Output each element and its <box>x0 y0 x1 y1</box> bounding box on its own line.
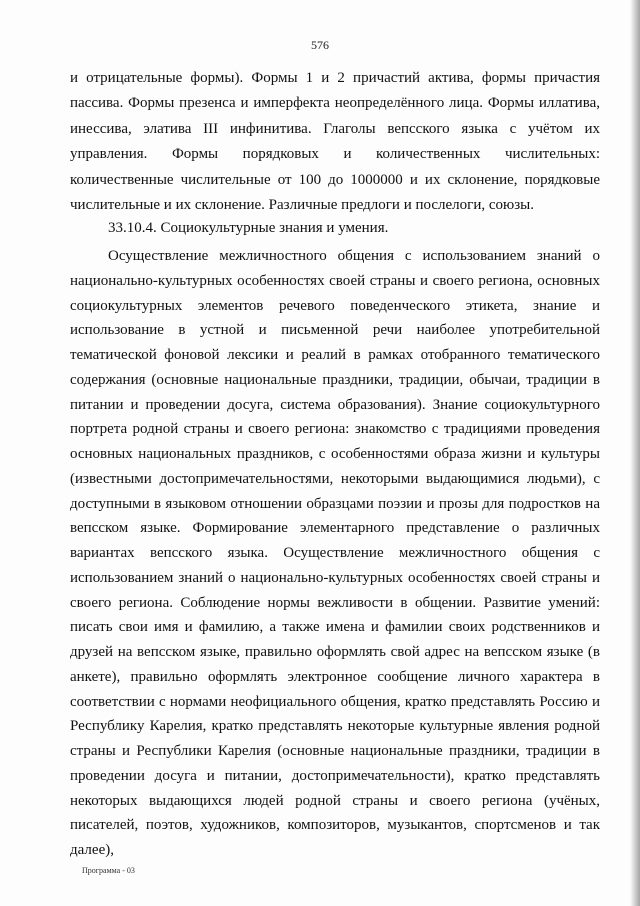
paragraph-text: и отрицательные формы). Формы 1 и 2 причастий актива, формы причастия пассива. Формы презенса и имперфекта неопределённого лица. Формы иллатива, инессива, элатива III инфинитива. Глаголы вепсского языка с учётом их управления. Формы порядковых и количественных числительных: количественные числительные от 100 до 1000000 и их склонение, порядковые числительные и их склонение. Различные предлоги и послелоги, союзы. <box>70 70 600 214</box>
paragraph-text: Осуществление межличностного общения с использованием знаний о национально-культурных особенностях своей страны и своего региона, основных социокультурных элементов речевого поведенческого этикета, знание и использование в устной и письменной речи наиболее употребительной тематической фоновой лексики и реалий в рамках отобранного тематического содержания (основные национальные праздники, традиции, обычаи, традиции в питании и проведении досуга, система образования). Знание социокультурного портрета родной страны и своего региона: знакомство с традициями проведения основных национальных праздников, с особенностями образа жизни и культуры (известными достопримечательностями, некоторыми выдающимися людьми), с доступными в языковом отношении образцами поэзии и прозы для подростков на вепсском языке. Формирование элементарного представление о различных вариантах вепсского языка. Осуществление межличностного общения с использованием знаний о национально-культурных особенностях своей страны и своего региона. Соблюдение нормы вежливости в общении. Развитие умений: писать свои имя и фамилию, а также имена и фамилии своих родственников и друзей на вепсском языке, правильно оформлять свой адрес на вепсском языке (в анкете), правильно оформлять электронное сообщение личного характера в соответствии с нормами неофициального общения, кратко представлять Россию и Республику Карелия, кратко представлять некоторые культурные явления родной страны и Республики Карелия (основные национальные праздники, традиции в проведении досуга и питании, достопримечательности), кратко представлять некоторых выдающихся людей родной страны и своего региона (учёных, писателей, поэтов, художников, композиторов, музыкантов, спортсменов и так далее), <box>70 248 600 858</box>
footer-label: Программа - 03 <box>82 866 135 875</box>
page-number: 576 <box>311 38 329 52</box>
paragraph-continuation <box>70 66 600 218</box>
section-heading: 33.10.4. Социокультурные знания и умения. <box>108 220 389 236</box>
scan-edge-shadow <box>630 0 640 906</box>
paragraph-sociocultural <box>70 244 600 863</box>
